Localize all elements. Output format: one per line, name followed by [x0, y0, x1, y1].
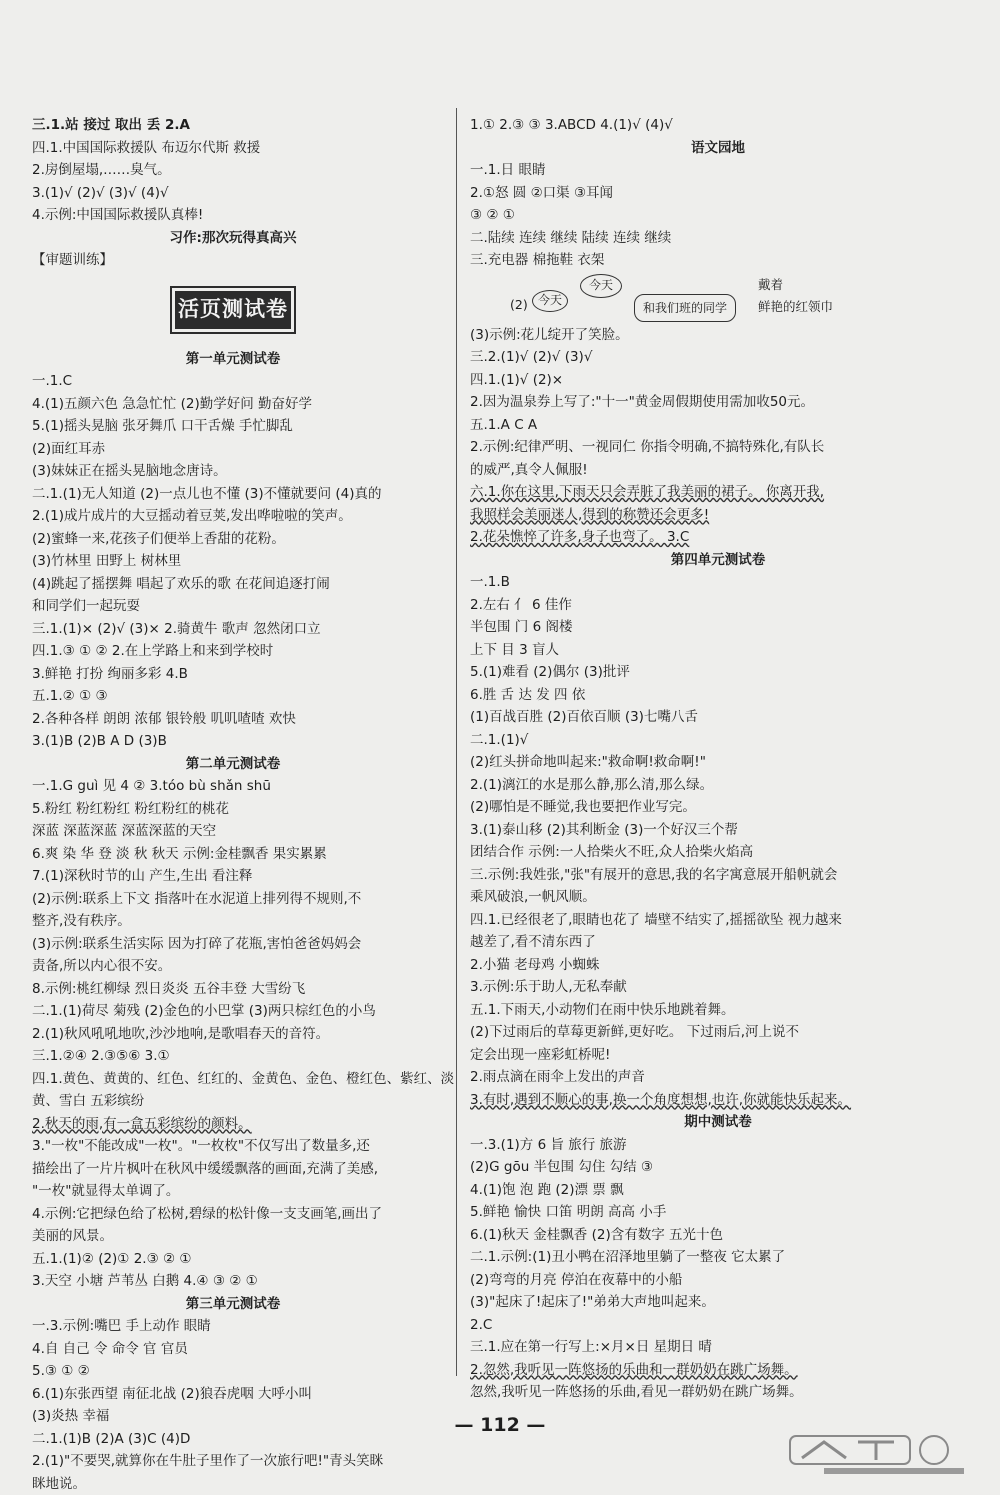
watermark-logo: [784, 1432, 984, 1476]
answer-line: 深蓝 深蓝深蓝 深蓝深蓝的天空: [32, 820, 434, 843]
answer-line: 3.(1)泰山移 (2)其利断金 (3)一个好汉三个帮: [470, 819, 966, 842]
answer-line: 三.充电器 棉拖鞋 衣架: [470, 249, 966, 272]
answer-line: 2.(1)成片成片的大豆摇动着豆荚,发出哗啦啦的笑声。: [32, 505, 434, 528]
answer-line: 4.示例:它把绿色给了松树,碧绿的松针像一支支画笔,画出了: [32, 1203, 434, 1226]
answer-line: 8.示例:桃红柳绿 烈日炎炎 五谷丰登 大雪纷飞: [32, 978, 434, 1001]
answer-line: 5.粉红 粉红粉红 粉红粉红的桃花: [32, 798, 434, 821]
answer-line: 一.1.C: [32, 370, 434, 393]
answer-line: (1)百战百胜 (2)百依百顺 (3)七嘴八舌: [470, 706, 966, 729]
answer-line: 四.1.已经很老了,眼睛也花了 墙壁不结实了,摇摇欲坠 视力越来: [470, 909, 966, 932]
answer-line: 一.3.(1)方 6 旨 旅行 旅游: [470, 1134, 966, 1157]
answer-line: 五.1.A C A: [470, 414, 966, 437]
answer-line: 乘风破浪,一帆风顺。: [470, 886, 966, 909]
answer-line: (2)面红耳赤: [32, 438, 434, 461]
answer-line: 越差了,看不清东西了: [470, 931, 966, 954]
answer-line: 1.① 2.③ ③ 3.ABCD 4.(1)√ (4)√: [470, 114, 966, 137]
column-divider: [456, 108, 457, 1376]
answer-line: 3.示例:乐于助人,无私奉献: [470, 976, 966, 999]
answer-line: 美丽的风景。: [32, 1225, 434, 1248]
answer-line: (3)竹林里 田野上 树林里: [32, 550, 434, 573]
answer-line: 6.(1)东张西望 南征北战 (2)狼吞虎咽 大呼小叫: [32, 1383, 434, 1406]
answer-line: 定会出现一座彩虹桥呢!: [470, 1044, 966, 1067]
answer-line: 2.房倒屋塌,……臭气。: [32, 159, 434, 182]
answer-line: 三.1.站 接过 取出 丢 2.A: [32, 114, 434, 137]
left-column: [32, 114, 434, 1495]
answer-line: 2.各种各样 朗朗 浓郁 银铃般 叽叽喳喳 欢快: [32, 708, 434, 731]
right-column-body: [470, 324, 966, 1404]
section-heading: 语文园地: [470, 137, 966, 160]
answer-line: 2.秋天的雨,有一盒五彩缤纷的颜料。: [32, 1113, 434, 1136]
answer-line: 三.1.应在第一行写上:×月×日 星期日 晴: [470, 1336, 966, 1359]
answer-line: (2)弯弯的月亮 停泊在夜幕中的小船: [470, 1269, 966, 1292]
answer-line: 2.花朵憔悴了许多,身子也弯了。 3.C: [470, 526, 966, 549]
answer-line: 3.(1)√ (2)√ (3)√ (4)√: [32, 182, 434, 205]
answer-line: 2.(1)漓江的水是那么静,那么清,那么绿。: [470, 774, 966, 797]
answer-line: 3.有时,遇到不顺心的事,换一个角度想想,也许,你就能快乐起来。: [470, 1089, 966, 1112]
section-heading: 期中测试卷: [470, 1111, 966, 1134]
answer-line: 6.(1)秋天 金桂飘香 (2)含有数字 五光十色: [470, 1224, 966, 1247]
answer-line: (3)"起床了!起床了!"弟弟大声地叫起来。: [470, 1291, 966, 1314]
answer-line: 2.小猫 老母鸡 小蜘蛛: [470, 954, 966, 977]
answer-line: 忽然,我听见一阵悠扬的乐曲,看见一群奶奶在跳广场舞。: [470, 1381, 966, 1404]
answer-line: 2.左右 亻 6 佳作: [470, 594, 966, 617]
diagram-right-bubble: 今天: [580, 274, 622, 298]
answer-line: 四.1.(1)√ (2)×: [470, 369, 966, 392]
answer-line: (3)妹妹正在摇头晃脑地念唐诗。: [32, 460, 434, 483]
answer-line: (4)跳起了摇摆舞 唱起了欢乐的歌 在花间追逐打闹: [32, 573, 434, 596]
section-heading: 第四单元测试卷: [470, 549, 966, 572]
answer-line: 眯地说。: [32, 1473, 434, 1495]
answer-line: 责备,所以内心很不安。: [32, 955, 434, 978]
answer-line: 【审题训练】: [32, 249, 434, 272]
right-column-top: [470, 114, 966, 272]
answer-line: 3."一枚"不能改成"一枚"。"一枚枚"不仅写出了数量多,还: [32, 1135, 434, 1158]
answer-line: "一枚"就显得太单调了。: [32, 1180, 434, 1203]
answer-line: 黄、雪白 五彩缤纷: [32, 1090, 434, 1113]
answer-line: 三.1.(1)× (2)√ (3)× 2.骑黄牛 歌声 忽然闭口立: [32, 618, 434, 641]
answer-line: 4.示例:中国国际救援队真棒!: [32, 204, 434, 227]
answer-line: (3)炎热 幸福: [32, 1405, 434, 1428]
answer-line: 2.因为温泉券上写了:"十一"黄金周假期使用需加收50元。: [470, 391, 966, 414]
section-heading: 第三单元测试卷: [32, 1293, 434, 1316]
answer-line: 团结合作 示例:一人拾柴火不旺,众人拾柴火焰高: [470, 841, 966, 864]
answer-line: 一.1.G guì 见 4 ② 3.tóo bù shǎn shū: [32, 775, 434, 798]
answer-line: 二.1.(1)荷尽 菊残 (2)金色的小巴掌 (3)两只棕红色的小鸟: [32, 1000, 434, 1023]
answer-line: 三.2.(1)√ (2)√ (3)√: [470, 346, 966, 369]
answer-line: 4.(1)饱 泡 跑 (2)漂 票 飘: [470, 1179, 966, 1202]
answer-line: 一.1.B: [470, 571, 966, 594]
answer-line: 二.1.(1)无人知道 (2)一点儿也不懂 (3)不懂就要问 (4)真的: [32, 483, 434, 506]
answer-line: 6.胜 舌 达 发 四 依: [470, 684, 966, 707]
answer-line: 6.爽 染 华 登 淡 秋 秋天 示例:金桂飘香 果实累累: [32, 843, 434, 866]
answer-line: 2.雨点滴在雨伞上发出的声音: [470, 1066, 966, 1089]
answer-line: ③ ② ①: [470, 204, 966, 227]
answer-line: 四.1.③ ① ② 2.在上学路上和来到学校时: [32, 640, 434, 663]
answer-line: (2)哪怕是不睡觉,我也要把作业写完。: [470, 796, 966, 819]
answer-line: 5.(1)难看 (2)偶尔 (3)批评: [470, 661, 966, 684]
section-heading: 第一单元测试卷: [32, 348, 434, 371]
right-column: [470, 114, 966, 1404]
answer-line: 六.1.你在这里,下雨天只会弄脏了我美丽的裙子。 你离开我,: [470, 481, 966, 504]
answer-line: 3.(1)B (2)B A D (3)B: [32, 730, 434, 753]
answer-line: 2.示例:纪律严明、一视同仁 你指令明确,不搞特殊化,有队长: [470, 436, 966, 459]
diagram-left-bubble: 今天: [532, 290, 568, 312]
answer-line: 二.陆续 连续 继续 陆续 连续 继续: [470, 227, 966, 250]
sentence-diagram: [470, 272, 966, 324]
answer-line: 五.1.② ① ③: [32, 685, 434, 708]
answer-line: 5.(1)摇头晃脑 张牙舞爪 口干舌燥 手忙脚乱: [32, 415, 434, 438]
answer-line: 四.1.黄色、黄黄的、红色、红红的、金黄色、金色、橙红色、紫红、淡: [32, 1068, 434, 1091]
section-heading: 习作:那次玩得真高兴: [32, 227, 434, 250]
answer-line: 半包围 门 6 阁楼: [470, 616, 966, 639]
answer-line: 三.1.②④ 2.③⑤⑥ 3.①: [32, 1045, 434, 1068]
answer-line: 和同学们一起玩耍: [32, 595, 434, 618]
answer-line: (2)示例:联系上下文 指落叶在水泥道上排列得不规则,不: [32, 888, 434, 911]
answer-line: 5.③ ① ②: [32, 1360, 434, 1383]
answer-line: (3)示例:联系生活实际 因为打碎了花瓶,害怕爸爸妈妈会: [32, 933, 434, 956]
answer-line: 二.1.示例:(1)丑小鸭在沼泽地里躺了一整夜 它太累了: [470, 1246, 966, 1269]
answer-line: (2)红头拼命地叫起来:"救命啊!救命啊!": [470, 751, 966, 774]
answer-line: 5.鲜艳 愉快 口笛 明朗 高高 小手: [470, 1201, 966, 1224]
answer-line: (2)下过雨后的草莓更新鲜,更好吃。 下过雨后,河上说不: [470, 1021, 966, 1044]
answer-line: 三.示例:我姓张,"张"有展开的意思,我的名字寓意展开船帆就会: [470, 864, 966, 887]
answer-line: 2.(1)"不要哭,就算你在牛肚子里作了一次旅行吧!"青头笑眯: [32, 1450, 434, 1473]
answer-line: (2)蜜蜂一来,花孩子们便举上香甜的花粉。: [32, 528, 434, 551]
answer-line: 二.1.(1)√: [470, 729, 966, 752]
answer-line: 二.1.(1)B (2)A (3)C (4)D: [32, 1428, 434, 1451]
diagram-number: (2): [510, 294, 528, 317]
answer-line: 4.自 自己 令 命令 官 官员: [32, 1338, 434, 1361]
answer-line: 2.(1)秋风吼吼地吹,沙沙地响,是歌唱春天的音符。: [32, 1023, 434, 1046]
answer-line: 整齐,没有秩序。: [32, 910, 434, 933]
section-heading: 第二单元测试卷: [32, 753, 434, 776]
answer-line: 7.(1)深秋时节的山 产生,生出 看注释: [32, 865, 434, 888]
answer-line: 4.(1)五颜六色 急急忙忙 (2)勤学好问 勤奋好学: [32, 393, 434, 416]
answer-line: 的威严,真令人佩服!: [470, 459, 966, 482]
answer-line: (2)G gōu 半包围 勾住 勾结 ③: [470, 1156, 966, 1179]
answer-line: 四.1.中国国际救援队 布迈尔代斯 救援: [32, 137, 434, 160]
answer-line: 2.①怒 圆 ②口渠 ③耳闻: [470, 182, 966, 205]
answer-line: 一.1.日 眼睛: [470, 159, 966, 182]
page-number: — 112 —: [0, 1414, 1000, 1436]
answer-line: 我照样会美丽迷人,得到的称赞还会更多!: [470, 504, 966, 527]
answer-line: 五.1.(1)② (2)① 2.③ ② ①: [32, 1248, 434, 1271]
answer-line: 3.鲜艳 打扮 绚丽多彩 4.B: [32, 663, 434, 686]
diagram-right-bottom: 鲜艳的红领巾: [758, 296, 833, 319]
answer-line: (3)示例:花儿绽开了笑脸。: [470, 324, 966, 347]
answer-line: 2.C: [470, 1314, 966, 1337]
answer-line: 2.忽然,我听见一阵悠扬的乐曲和一群奶奶在跳广场舞。: [470, 1359, 966, 1382]
answer-line: 描绘出了一片片枫叶在秋风中缓缓飘落的画面,充满了美感,: [32, 1158, 434, 1181]
answer-line: 一.3.示例:嘴巴 手上动作 眼睛: [32, 1315, 434, 1338]
answer-line: 上下 目 3 盲人: [470, 639, 966, 662]
answer-line: 五.1.下雨天,小动物们在雨中快乐地跳着舞。: [470, 999, 966, 1022]
diagram-middle-box: 和我们班的同学: [634, 294, 736, 323]
answer-line: 3.天空 小塘 芦苇丛 白鹅 4.④ ③ ② ①: [32, 1270, 434, 1293]
diagram-right-top: 戴着: [758, 274, 783, 297]
section-banner: [32, 272, 434, 348]
section-banner-label: 活页测试卷: [175, 291, 291, 329]
